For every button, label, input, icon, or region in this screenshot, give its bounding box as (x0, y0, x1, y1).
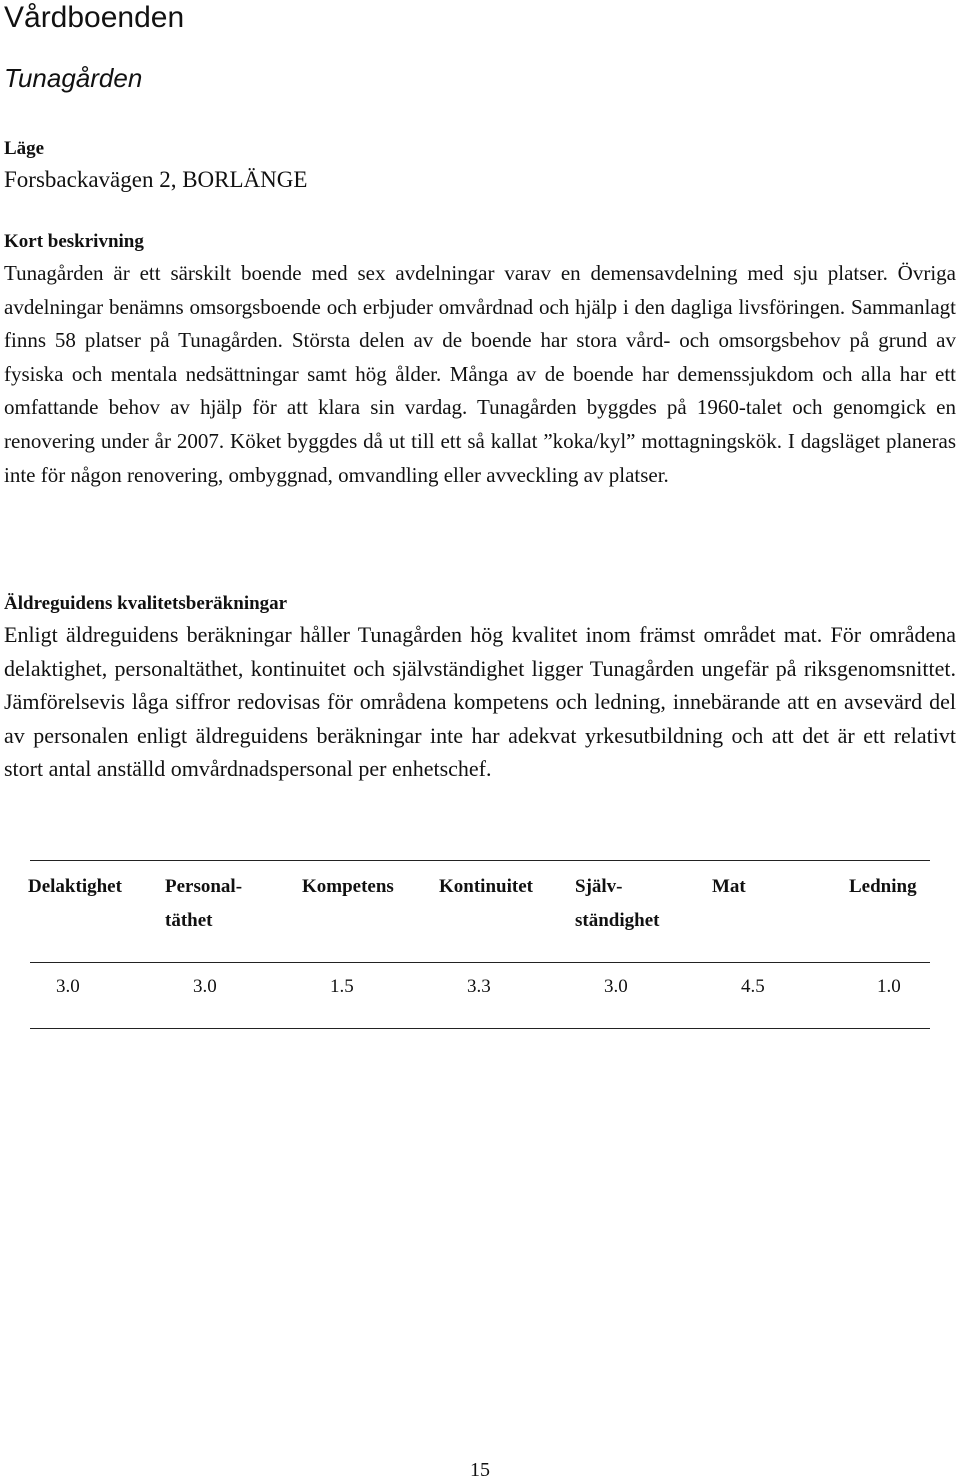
location-label: Läge (4, 138, 45, 159)
value-mat: 4.5 (741, 976, 765, 997)
header-line: Personal- (165, 876, 243, 897)
description-label: Kort beskrivning (4, 231, 144, 252)
quality-text: Enligt äldreguidens beräkningar håller Tunagården hög kvalitet inom främst området mat. För områdena delaktighet, personaltäthet, kontinuitet och självständighet ligger Tunagården ungefär på riksgenomsnittet. Jämförelsevis låga siffror redovisas för områdena kompetens och ledning, innebärande att en avsevärd del av personalen enligt äldreguidens beräkningar inte har adekvat yrkesutbildning och att det är ett relativt stort antal anställd omvårdnadspersonal per enhetschef. (4, 622, 956, 781)
location-value: Forsbackavägen 2, BORLÄNGE (4, 167, 308, 192)
header-line: Delaktighet (28, 876, 122, 897)
header-line: Mat (712, 876, 746, 897)
value-ledning: 1.0 (877, 976, 901, 997)
header-kontinuitet (439, 870, 533, 904)
table-top-rule (30, 860, 930, 861)
header-personaltathet (165, 870, 242, 938)
value-kompetens: 1.5 (330, 976, 354, 997)
header-line: Ledning (849, 876, 917, 897)
header-line: täthet (165, 910, 213, 931)
header-line: ständighet (575, 910, 660, 931)
header-mat (712, 870, 746, 904)
header-kompetens (302, 870, 394, 904)
header-line: Kompetens (302, 876, 394, 897)
header-delaktighet (28, 870, 122, 904)
value-kontinuitet: 3.3 (467, 976, 491, 997)
page-number: 15 (470, 1459, 490, 1481)
table-mid-rule (30, 962, 930, 963)
header-ledning (849, 870, 917, 904)
description-text: Tunagården är ett särskilt boende med sex avdelningar varav en demensavdelning med sju platser. Övriga avdelningar benämns omsorgsboende och erbjuder omvårdnad och hjälp i den dagliga livsföringen. Sammanlagt finns 58 platser på Tunagården. Största delen av de boende har stora vård- och omsorgsbehov på grund av fysiska och mentala nedsättningar samt hög ålder. Många av de boende har demenssjukdom och alla har ett omfattande behov av hjälp för att klara sin vardag. Tunagården byggdes på 1960-talet och genomgick en renovering under år 2007. Köket byggdes då ut till ett så kallat ”koka/kyl” mottagningskök. I dagsläget planeras inte för någon renovering, ombyggnad, omvandling eller avveckling av platser. (4, 261, 956, 487)
value-sjalvstandighet: 3.0 (604, 976, 628, 997)
value-personaltathet: 3.0 (193, 976, 217, 997)
header-line: Själv- (575, 876, 623, 897)
header-line: Kontinuitet (439, 876, 533, 897)
value-delaktighet: 3.0 (56, 976, 80, 997)
table-bottom-rule (30, 1028, 930, 1029)
quality-label: Äldreguidens kvalitetsberäkningar (4, 593, 288, 614)
header-sjalvstandighet (575, 870, 659, 938)
facility-name: Tunagården (4, 63, 143, 93)
page-heading: Vårdboenden (4, 1, 185, 34)
